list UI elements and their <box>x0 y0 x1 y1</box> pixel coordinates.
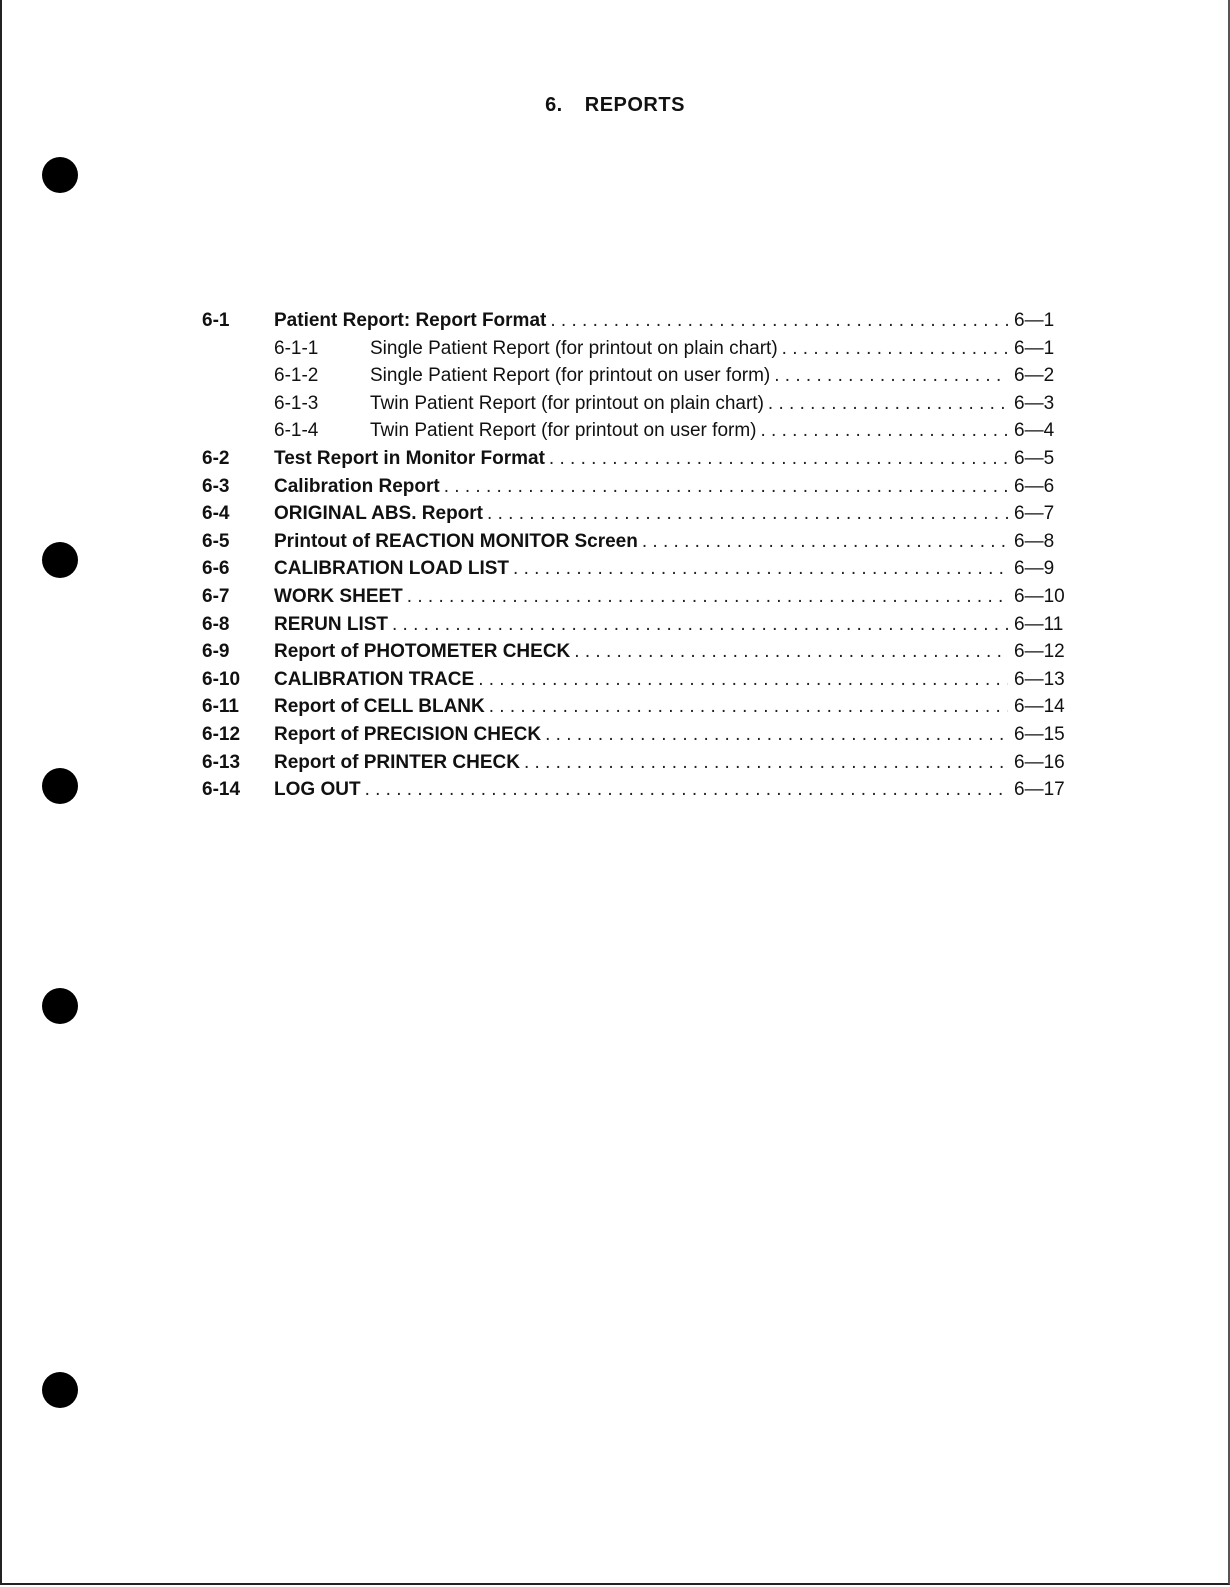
punch-hole-2 <box>42 542 78 578</box>
dot-leader <box>487 500 1008 528</box>
toc-entry[interactable] <box>202 749 1070 777</box>
dot-leader <box>574 638 1008 666</box>
toc-entry-page: 6—2 <box>1014 365 1055 387</box>
toc-entry-number: 6-5 <box>202 530 230 552</box>
toc-entry-page: 6—1 <box>1014 337 1055 359</box>
toc-entry-title: Twin Patient Report (for printout on plain chart) <box>370 392 764 414</box>
toc-entry[interactable] <box>202 693 1070 721</box>
toc-entry-title: CALIBRATION TRACE <box>274 668 475 690</box>
toc-entry-title: Single Patient Report (for printout on plain chart) <box>370 337 778 359</box>
toc-entry-page: 6—10 <box>1014 585 1065 607</box>
toc-entry[interactable] <box>202 555 1070 583</box>
toc-entry-page: 6—9 <box>1014 558 1055 580</box>
toc-entry-number: 6-4 <box>202 503 230 525</box>
dot-leader <box>545 721 1008 749</box>
dot-leader <box>478 666 1008 694</box>
dot-leader <box>549 445 1008 473</box>
toc-entry-page: 6—16 <box>1014 751 1065 773</box>
dot-leader <box>761 417 1009 445</box>
toc-entry[interactable] <box>202 611 1070 639</box>
toc-entry[interactable] <box>202 473 1070 501</box>
toc-entry-title: CALIBRATION LOAD LIST <box>274 558 510 580</box>
dot-leader <box>524 749 1008 777</box>
toc-entry-page: 6—6 <box>1014 475 1055 497</box>
toc-entry-number: 6-7 <box>202 585 230 607</box>
table-of-contents <box>202 307 1070 804</box>
toc-entry-number: 6-8 <box>202 613 230 635</box>
punch-hole-5 <box>42 1372 78 1408</box>
toc-entry-page: 6—14 <box>1014 696 1065 718</box>
toc-entry-page: 6—8 <box>1014 530 1055 552</box>
toc-entry-number: 6-13 <box>202 751 241 773</box>
toc-entry-title: Twin Patient Report (for printout on user form) <box>370 420 757 442</box>
punch-hole-3 <box>42 768 78 804</box>
toc-entry-number: 6-2 <box>202 447 230 469</box>
toc-subentry-number: 6-1-3 <box>274 392 319 414</box>
punch-hole-4 <box>42 988 78 1024</box>
dot-leader <box>642 528 1008 556</box>
dot-leader <box>550 307 1008 335</box>
toc-entry-page: 6—1 <box>1014 310 1055 331</box>
toc-subentry[interactable] <box>202 362 1070 390</box>
chapter-title: REPORTS <box>584 94 685 116</box>
toc-entry-title: Report of CELL BLANK <box>274 696 485 718</box>
page-title <box>0 94 1230 117</box>
toc-entry[interactable] <box>202 307 1070 335</box>
toc-entry-title: Report of PRINTER CHECK <box>274 751 520 773</box>
toc-subentry-number: 6-1-4 <box>274 420 319 442</box>
toc-entry-number: 6-10 <box>202 668 241 690</box>
toc-entry-title: Test Report in Monitor Format <box>274 447 545 469</box>
toc-entry-number: 6-14 <box>202 779 241 801</box>
toc-entry-title: Calibration Report <box>274 475 440 497</box>
toc-entry-number: 6-6 <box>202 558 230 580</box>
toc-entry[interactable] <box>202 638 1070 666</box>
toc-entry[interactable] <box>202 721 1070 749</box>
toc-entry-title: ORIGINAL ABS. Report <box>274 503 484 525</box>
toc-entry[interactable] <box>202 445 1070 473</box>
dot-leader <box>782 335 1008 363</box>
toc-entry-title: Patient Report: Report Format <box>274 310 547 331</box>
toc-entry-title: LOG OUT <box>274 779 361 801</box>
toc-entry[interactable] <box>202 528 1070 556</box>
toc-entry[interactable] <box>202 500 1070 528</box>
dot-leader <box>768 390 1008 418</box>
toc-entry-title: Report of PHOTOMETER CHECK <box>274 641 571 663</box>
dot-leader <box>444 473 1008 501</box>
toc-entry-page: 6—5 <box>1014 447 1055 469</box>
dot-leader <box>392 611 1008 639</box>
toc-entry-title: Single Patient Report (for printout on user form) <box>370 365 771 387</box>
toc-entry[interactable] <box>202 583 1070 611</box>
toc-entry-page: 6—3 <box>1014 392 1055 414</box>
toc-entry-page: 6—13 <box>1014 668 1065 690</box>
toc-entry-title: WORK SHEET <box>274 585 403 607</box>
toc-entry-title: Report of PRECISION CHECK <box>274 723 542 745</box>
toc-entry-page: 6—15 <box>1014 723 1065 745</box>
toc-entry-number: 6-9 <box>202 641 230 663</box>
toc-entry-page: 6—7 <box>1014 503 1055 525</box>
toc-entry-number: 6-3 <box>202 475 230 497</box>
dot-leader <box>365 776 1008 804</box>
toc-entry-number: 6-12 <box>202 723 241 745</box>
toc-entry-page: 6—11 <box>1014 613 1064 635</box>
toc-entry-title: Printout of REACTION MONITOR Screen <box>274 530 638 552</box>
toc-entry-page: 6—12 <box>1014 641 1065 663</box>
toc-entry-page: 6—17 <box>1014 779 1065 801</box>
toc-entry-number: 6-1 <box>202 310 230 331</box>
toc-subentry-number: 6-1-1 <box>274 337 319 359</box>
punch-hole-1 <box>42 157 78 193</box>
toc-subentry[interactable] <box>202 335 1070 363</box>
toc-subentry-number: 6-1-2 <box>274 365 319 387</box>
toc-entry-title: RERUN LIST <box>274 613 388 635</box>
toc-entry-page: 6—4 <box>1014 420 1055 442</box>
dot-leader <box>774 362 1008 390</box>
dot-leader <box>489 693 1008 721</box>
chapter-number: 6. <box>545 94 563 116</box>
toc-subentry[interactable] <box>202 390 1070 418</box>
dot-leader <box>407 583 1008 611</box>
toc-entry[interactable] <box>202 776 1070 804</box>
dot-leader <box>513 555 1008 583</box>
toc-subentry[interactable] <box>202 417 1070 445</box>
toc-entry-number: 6-11 <box>202 696 239 718</box>
toc-entry[interactable] <box>202 666 1070 694</box>
